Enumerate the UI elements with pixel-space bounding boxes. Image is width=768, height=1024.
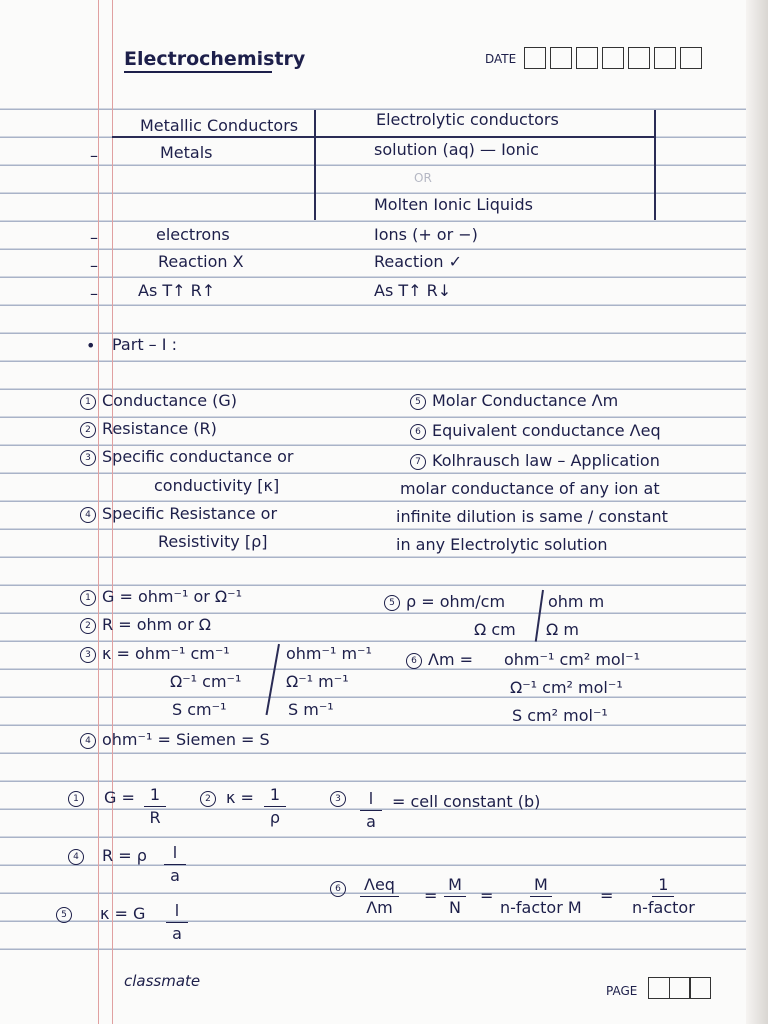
formula-rhs: = cell constant (b) <box>392 792 541 811</box>
date-box <box>524 47 546 69</box>
formula-lhs: G = <box>104 788 135 807</box>
fraction <box>166 900 188 945</box>
page-box <box>648 977 670 999</box>
title-underline <box>124 71 272 73</box>
formula-number <box>330 878 352 898</box>
equals-sign: = <box>600 886 614 905</box>
page-edge-shadow <box>746 0 768 1024</box>
fraction-denominator: a <box>172 924 182 943</box>
topic-number: 4 <box>80 507 96 523</box>
unit-number: 5 <box>384 595 400 611</box>
table-divider-right <box>654 110 656 220</box>
fraction-denominator: ρ <box>269 808 281 827</box>
unit-text: S m⁻¹ <box>288 700 334 719</box>
fraction <box>144 784 166 829</box>
date-box <box>550 47 572 69</box>
table-cell-right: Molten Ionic Liquids <box>374 195 533 214</box>
fraction <box>496 874 586 919</box>
topic-text: Molar Conductance Λm <box>432 391 619 410</box>
topic-item <box>80 419 217 439</box>
topic-item <box>410 421 661 441</box>
topic-text: Resistivity [ρ] <box>158 532 268 551</box>
unit-number: 6 <box>406 653 422 669</box>
topic-number: 5 <box>410 394 426 410</box>
fraction-denominator: n-factor <box>632 898 695 917</box>
unit-text: S cm² mol⁻¹ <box>512 706 608 725</box>
fraction-denominator: n-factor M <box>500 898 582 917</box>
topic-text: in any Electrolytic solution <box>396 535 608 554</box>
unit-number: 3 <box>80 647 96 663</box>
date-box <box>654 47 676 69</box>
topic-number: 3 <box>80 450 96 466</box>
topic-text: Specific Resistance or <box>102 504 278 523</box>
formula-number-circle: 6 <box>330 881 346 897</box>
bullet-dash: – <box>90 146 98 165</box>
equals-sign: = <box>424 886 438 905</box>
unit-number: 2 <box>80 618 96 634</box>
unit-text: ohm m <box>548 592 605 611</box>
fraction-denominator: a <box>170 866 180 885</box>
unit-number: 1 <box>80 590 96 606</box>
topic-text: Specific conductance or <box>102 447 294 466</box>
unit-text: R = ohm or Ω <box>102 615 211 634</box>
unit-text: Λm = <box>428 650 474 669</box>
unit-item <box>80 587 242 607</box>
table-cell-right: As T↑ R↓ <box>374 281 452 300</box>
fraction-denominator: a <box>366 812 376 831</box>
fraction-numerator: M <box>444 874 466 897</box>
unit-text: S cm⁻¹ <box>172 700 227 719</box>
unit-slash <box>266 644 280 715</box>
equals-sign: = <box>480 886 494 905</box>
table-header-rule <box>112 136 654 138</box>
topic-text: molar conductance of any ion at <box>400 479 660 498</box>
formula-number <box>200 788 222 808</box>
unit-text: κ = ohm⁻¹ cm⁻¹ <box>102 644 230 663</box>
table-divider <box>314 110 316 220</box>
formula-number <box>68 788 90 808</box>
bullet-dot: • <box>86 336 96 355</box>
unit-item <box>406 650 473 670</box>
formula-number-circle: 1 <box>68 791 84 807</box>
topic-text: Conductance (G) <box>102 391 238 410</box>
formula-number-circle: 4 <box>68 849 84 865</box>
unit-item <box>384 592 505 612</box>
table-cell-left: As T↑ R↑ <box>138 281 216 300</box>
date-box <box>576 47 598 69</box>
page-label: PAGE <box>606 984 638 998</box>
bullet-dash: – <box>90 284 98 303</box>
brand-logo: classmate <box>124 972 201 990</box>
table-cell-right: Reaction ✓ <box>374 252 462 271</box>
unit-text: Ω⁻¹ cm⁻¹ <box>170 672 242 691</box>
formula-lhs: R = ρ <box>102 846 147 865</box>
table-cell-right: solution (aq) — Ionic <box>374 140 539 159</box>
fraction-numerator: 1 <box>652 874 674 897</box>
date-label: DATE <box>485 52 517 66</box>
bullet-dash: – <box>90 228 98 247</box>
fraction-denominator: Λm <box>366 898 393 917</box>
fraction <box>264 784 286 829</box>
unit-number: 4 <box>80 733 96 749</box>
date-box <box>680 47 702 69</box>
fraction <box>444 874 466 919</box>
formula-number-circle: 2 <box>200 791 216 807</box>
page-title: Electrochemistry <box>124 48 306 70</box>
topic-item <box>410 451 660 471</box>
topic-text: infinite dilution is same / constant <box>396 507 668 526</box>
fraction <box>360 874 399 919</box>
topic-item <box>410 391 618 411</box>
table-cell-right: Ions (+ or −) <box>374 225 478 244</box>
formula-number-circle: 3 <box>330 791 346 807</box>
table-cell-left: Reaction X <box>158 252 244 271</box>
unit-text: G = ohm⁻¹ or Ω⁻¹ <box>102 587 242 606</box>
unit-item <box>80 644 230 664</box>
topic-item <box>80 504 277 524</box>
topic-number: 1 <box>80 394 96 410</box>
fraction-numerator: Λeq <box>360 874 399 897</box>
unit-text: Ω cm <box>474 620 516 639</box>
unit-text: ρ = ohm/cm <box>406 592 506 611</box>
unit-text: Ω⁻¹ m⁻¹ <box>286 672 349 691</box>
fraction-numerator: M <box>530 874 552 897</box>
page-number-boxes <box>648 977 710 999</box>
fraction-numerator: 1 <box>144 784 166 807</box>
topic-item <box>80 391 237 411</box>
formula-number <box>56 904 78 924</box>
fraction-denominator: N <box>449 898 461 917</box>
formula-number <box>68 846 90 866</box>
date-boxes <box>524 47 702 69</box>
part-heading: Part – I : <box>112 335 177 354</box>
fraction-numerator: 1 <box>264 784 286 807</box>
topic-number: 2 <box>80 422 96 438</box>
table-cell-left: Metals <box>160 143 213 162</box>
topic-text: Equivalent conductance Λeq <box>432 421 661 440</box>
fraction <box>164 842 186 887</box>
table-header-electrolytic: Electrolytic conductors <box>376 110 559 129</box>
unit-text: ohm⁻¹ = Siemen = S <box>102 730 270 749</box>
topic-item <box>80 447 294 467</box>
table-header-metallic: Metallic Conductors <box>140 116 299 135</box>
fraction-numerator: l <box>166 900 188 923</box>
table-cell-left: electrons <box>156 225 230 244</box>
topic-text: Resistance (R) <box>102 419 217 438</box>
page-box <box>669 977 691 999</box>
bullet-dash: – <box>90 256 98 275</box>
unit-item <box>80 730 270 750</box>
page-top-band <box>0 0 768 84</box>
formula-number-circle: 5 <box>56 907 72 923</box>
fraction-denominator: R <box>149 808 161 827</box>
unit-text: Ω⁻¹ cm² mol⁻¹ <box>510 678 623 697</box>
fraction-numerator: l <box>164 842 186 865</box>
unit-text: Ω m <box>546 620 579 639</box>
unit-text: ohm⁻¹ cm² mol⁻¹ <box>504 650 641 669</box>
date-box <box>628 47 650 69</box>
fraction <box>628 874 699 919</box>
topic-number: 7 <box>410 454 426 470</box>
date-box <box>602 47 624 69</box>
unit-slash <box>535 590 544 642</box>
formula-lhs: κ = <box>226 788 254 807</box>
topic-number: 6 <box>410 424 426 440</box>
topic-text: Kolhrausch law – Application <box>432 451 660 470</box>
fraction-numerator: l <box>360 788 382 811</box>
formula-lhs: κ = G <box>100 904 146 923</box>
page-box <box>689 977 711 999</box>
topic-text: conductivity [κ] <box>154 476 280 495</box>
fraction <box>360 788 382 833</box>
table-cell-right: OR <box>414 171 432 185</box>
formula-number <box>330 788 352 808</box>
unit-item <box>80 615 211 635</box>
unit-text: ohm⁻¹ m⁻¹ <box>286 644 372 663</box>
